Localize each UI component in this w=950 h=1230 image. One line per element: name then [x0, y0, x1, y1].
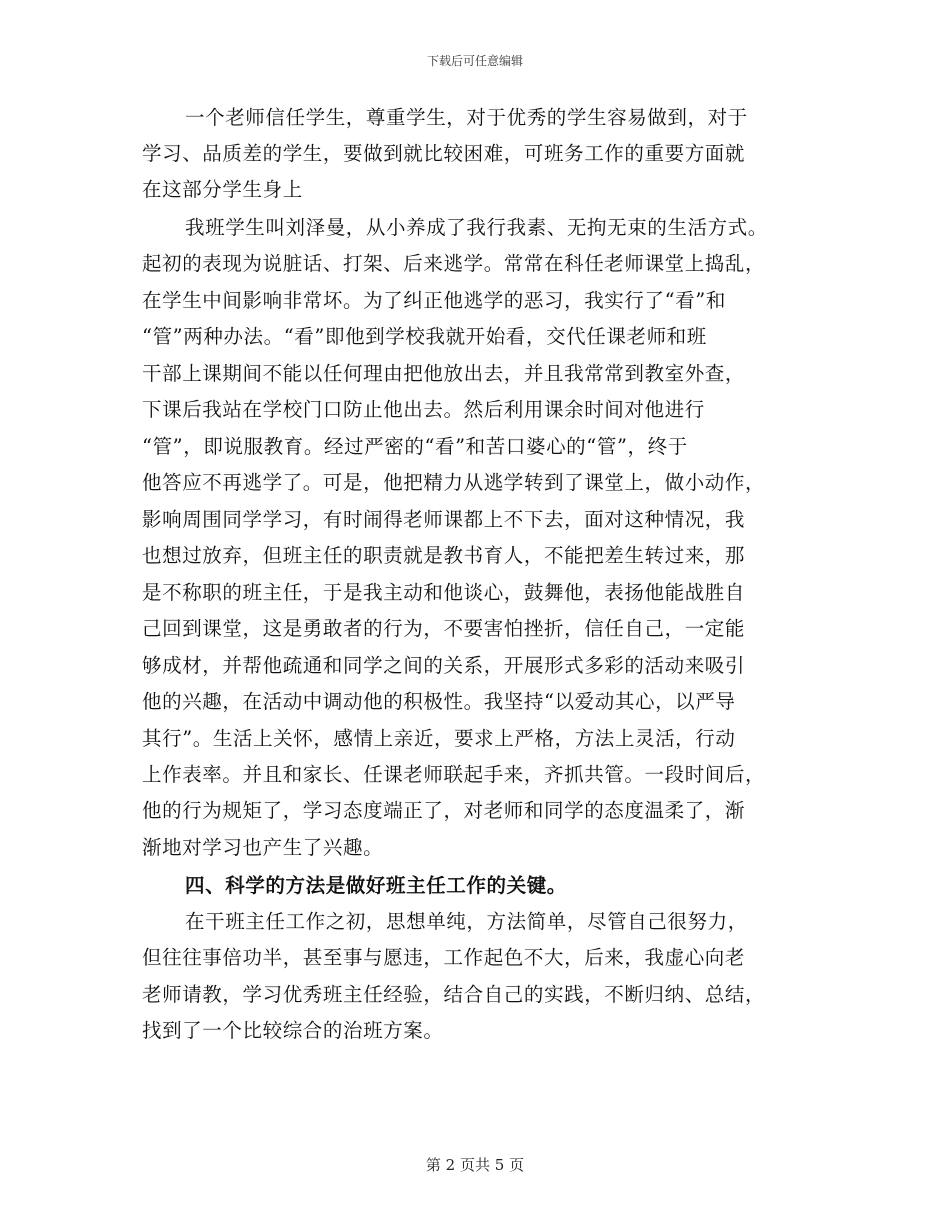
paragraph-line: “管”，即说服教育。经过严密的“看”和苦口婆心的“管”，终于 — [142, 435, 688, 458]
paragraph-line: 影响周围同学学习，有时闹得老师课都上不下去，面对这种情况，我 — [142, 508, 746, 531]
paragraph-line: 也想过放弃，但班主任的职责就是教书育人，不能把差生转过来，那 — [142, 544, 746, 567]
paragraph-line: 他答应不再逃学了。可是，他把精力从逃学转到了课堂上，做小动作， — [142, 471, 766, 494]
paragraph-line: 一个老师信任学生，尊重学生，对于优秀的学生容易做到，对于 — [185, 106, 748, 129]
paragraph-line: 他的兴趣，在活动中调动他的积极性。我坚持“以爱动其心，以严导 — [142, 690, 736, 713]
paragraph-line: 渐地对学习也产生了兴趣。 — [142, 836, 384, 859]
section-heading: 四、科学的方法是做好班主任工作的关键。 — [185, 874, 567, 897]
paragraph-line: 下课后我站在学校门口防止他出去。然后利用课余时间对他进行 — [142, 398, 705, 421]
paragraph-line: 够成材，并帮他疏通和同学之间的关系，开展形式多彩的活动来吸引 — [142, 654, 746, 677]
page-footer: 第 2 页共 5 页 — [425, 1156, 525, 1174]
paragraph-line: 干部上课期间不能以任何理由把他放出去，并且我常常到教室外查， — [142, 362, 746, 385]
paragraph-line: 是不称职的班主任，于是我主动和他谈心，鼓舞他，表扬他能战胜自 — [142, 581, 746, 604]
paragraph-line: 己回到课堂，这是勇敢者的行为，不要害怕挫折，信任自己，一定能 — [142, 617, 746, 640]
paragraph-line: 在干班主任工作之初，思想单纯，方法简单，尽管自己很努力， — [185, 910, 748, 933]
paragraph-line: 在这部分学生身上 — [142, 178, 303, 201]
paragraph-line: 其行”。生活上关怀，感情上亲近，要求上严格，方法上灵活，行动 — [142, 727, 736, 750]
paragraph-line: 起初的表现为说脏话、打架、后来逃学。常常在科任老师课堂上捣乱， — [142, 252, 766, 275]
paragraph-line: 学习、品质差的学生，要做到就比较困难，可班务工作的重要方面就 — [142, 142, 746, 165]
page-header: 下载后可任意编辑 — [426, 54, 523, 68]
paragraph-line: 找到了一个比较综合的治班方案。 — [142, 1019, 444, 1042]
paragraph-line: 我班学生叫刘泽曼，从小养成了我行我素、无拘无束的生活方式。 — [185, 216, 768, 239]
paragraph-line: 但往往事倍功半，甚至事与愿违，工作起色不大，后来，我虚心向老 — [142, 946, 746, 969]
paragraph-line: 上作表率。并且和家长、任课老师联起手来，齐抓共管。一段时间后， — [142, 763, 766, 786]
paragraph-line: 在学生中间影响非常坏。为了纠正他逃学的恶习，我实行了“看”和 — [142, 289, 726, 312]
paragraph-line: “管”两种办法。“看”即他到学校我就开始看，交代任课老师和班 — [142, 325, 707, 348]
paragraph-line: 他的行为规矩了，学习态度端正了，对老师和同学的态度温柔了，渐 — [142, 799, 746, 822]
paragraph-line: 老师请教，学习优秀班主任经验，结合自己的实践，不断归纳、总结， — [142, 983, 766, 1006]
